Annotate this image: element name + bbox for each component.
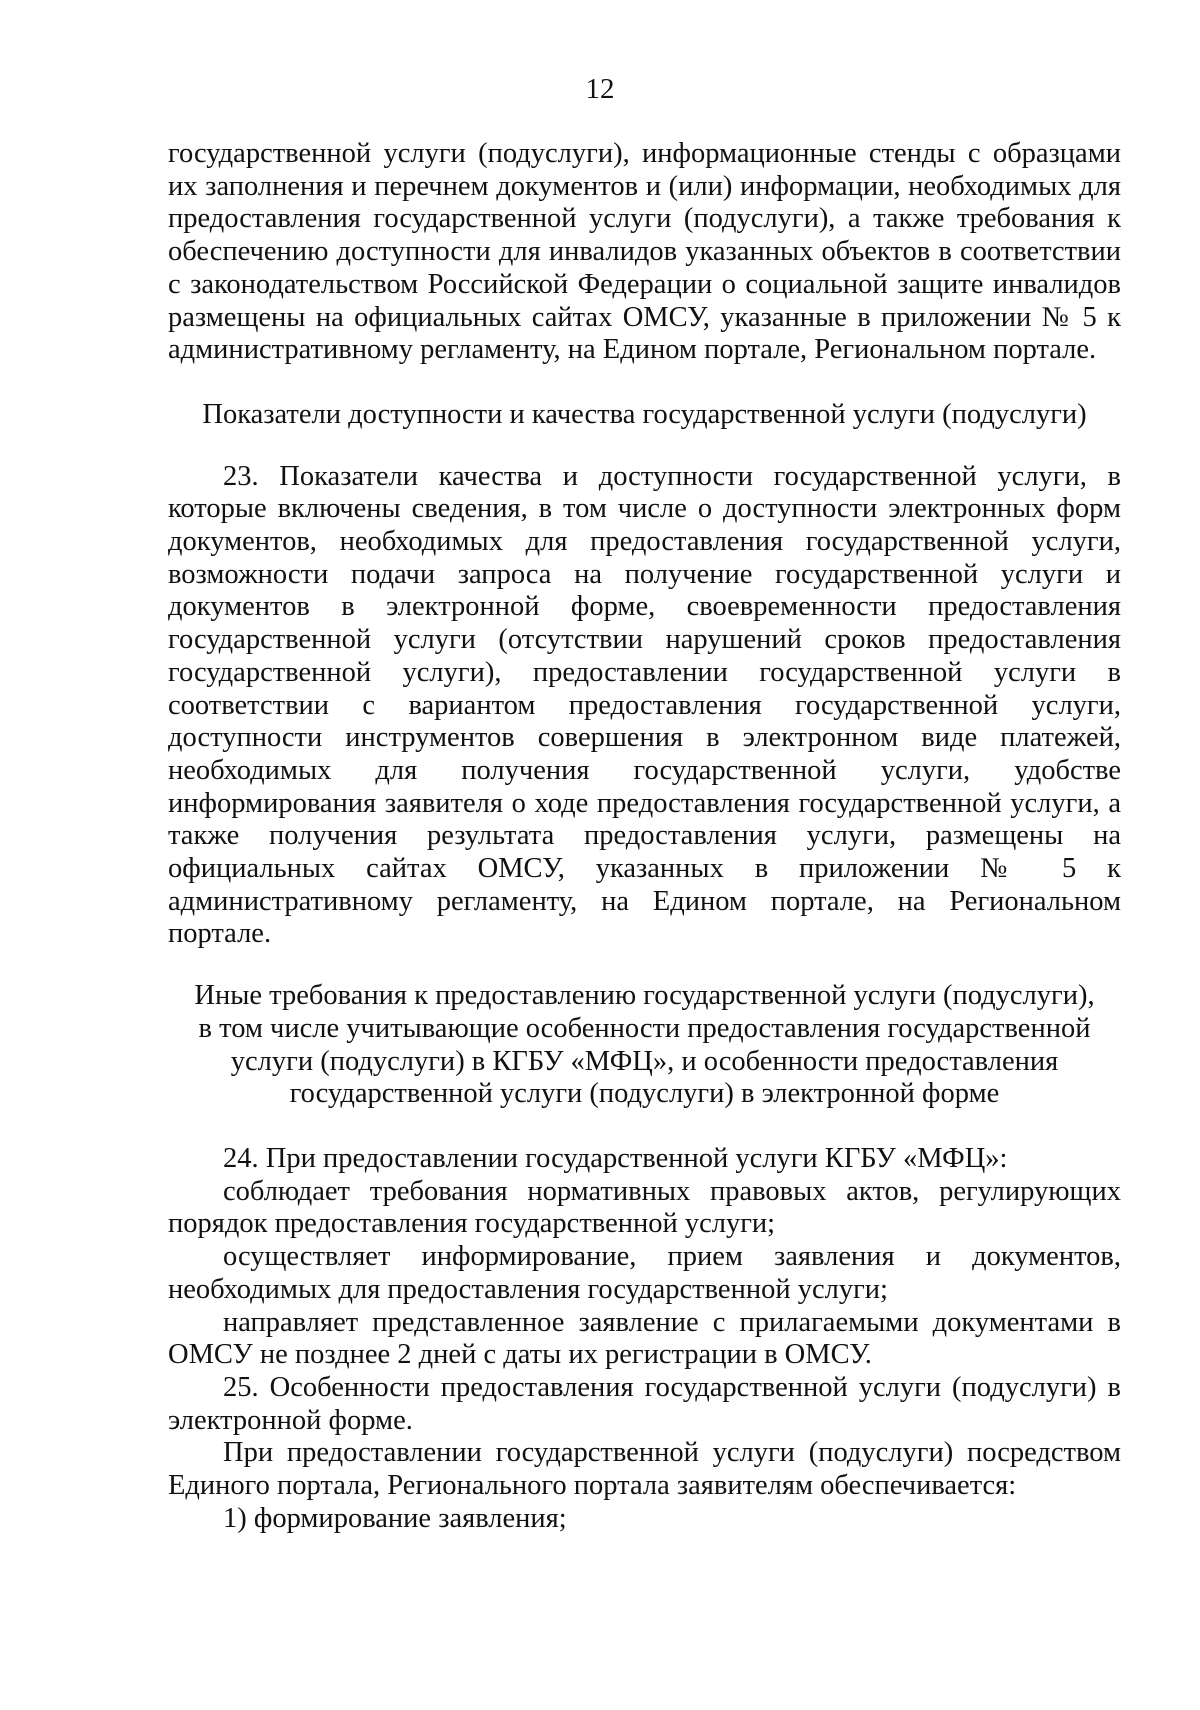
- list-item: 1) формирование заявления;: [223, 1502, 567, 1534]
- document-body: [168, 138, 1121, 1535]
- page-number: 12: [585, 73, 615, 105]
- paragraph-23: 23. Показатели качества и доступности государственной услуги, в которые включены сведения, в том числе о доступности электронных форм документов, необходимых для предоставления государственной услуги, возможности подачи запроса на получение государственной услуги и документов в электронной форме, своевременности предоставления государственной услуги (отсутствии нарушений сроков предоставления государственной услуги), предоставлении государственной услуги в соответствии с вариантом предоставления государственной услуги, доступности инструментов совершения в электронном виде платежей, необходимых для получения государственной услуги, удобстве информирования заявителя о ходе предоставления государственной услуги, а также получения результата предоставления услуги, размещены на официальных сайтах ОМСУ, указанных в приложении № 5 к административному регламенту, на Едином портале, на Региональном портале.: [168, 460, 1121, 950]
- heading-line: государственной услуги (подуслуги) в электронной форме: [289, 1078, 1000, 1110]
- paragraph-24-item: осуществляет информирование, прием заявления и документов, необходимых для предоставления государственной услуги;: [168, 1241, 1121, 1305]
- heading-line: в том числе учитывающие особенности предоставления государственной: [198, 1012, 1091, 1044]
- intro-paragraph: государственной услуги (подуслуги), информационные стенды с образцами их заполнения и перечнем документов и (или) информации, необходимых для предоставления государственной услуги (подуслуги), а также требования к обеспечению доступности для инвалидов указанных объектов в соответствии с законодательством Российской Федерации о социальной защите инвалидов размещены на официальных сайтах ОМСУ, указанные в приложении № 5 к административному регламенту, на Едином портале, Региональном портале.: [168, 138, 1121, 366]
- section-heading-accessibility: Показатели доступности и качества государственной услуги (подуслуги): [202, 398, 1087, 430]
- paragraph-25: 25. Особенности предоставления государственной услуги (подуслуги) в электронной форме.: [168, 1371, 1121, 1436]
- section-heading-other-requirements: [168, 980, 1121, 1111]
- heading-line: Иные требования к предоставлению государственной услуги (подуслуги),: [194, 980, 1095, 1012]
- paragraph-24-item: соблюдает требования нормативных правовых актов, регулирующих порядок предоставления государственной услуги;: [168, 1175, 1121, 1240]
- heading-line: услуги (подуслуги) в КГБУ «МФЦ», и особенности предоставления: [230, 1045, 1059, 1077]
- paragraph-24-lead: 24. При предоставлении государственной услуги КГБУ «МФЦ»:: [223, 1142, 1008, 1174]
- paragraph-portal: При предоставлении государственной услуги (подуслуги) посредством Единого портала, Регионального портала заявителям обеспечивается:: [168, 1437, 1121, 1502]
- paragraph-24-item: направляет представленное заявление с прилагаемыми документами в ОМСУ не позднее 2 дней с даты их регистрации в ОМСУ.: [168, 1306, 1121, 1371]
